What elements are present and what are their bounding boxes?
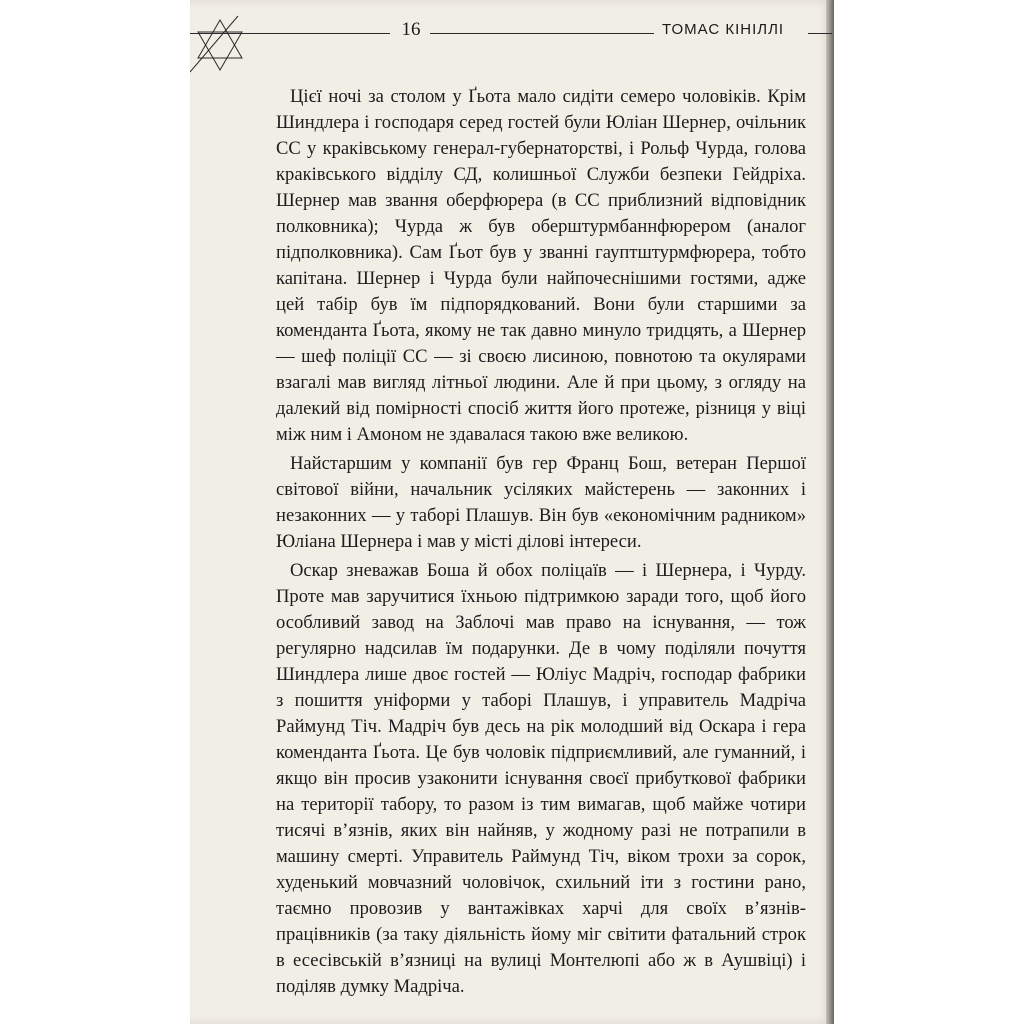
header-rule-left bbox=[190, 33, 390, 34]
page-number: 16 bbox=[401, 19, 421, 40]
body-text bbox=[276, 84, 806, 1003]
header-rule-right bbox=[808, 33, 832, 34]
header-rule-middle bbox=[430, 33, 654, 34]
running-head: ТОМАС КІНІЛЛІ bbox=[662, 21, 785, 38]
paragraph: Найстаршим у компанії був гер Франц Бош, ветеран Першої світової війни, начальник усіляких майстерень — законних і незаконних — у таборі Плашув. Він був «економічним радником» Юліана Шернера і мав у місті ділові інтереси. bbox=[276, 453, 806, 552]
star-ornament-icon bbox=[190, 14, 250, 74]
page-edge-shadow bbox=[826, 0, 834, 1024]
paragraph: Оскар зневажав Боша й обох поліцаїв — і Шернера, і Чурду. Проте мав заручитися їхньою підтримкою заради того, щоб його особливий завод на Заблочі мав право на існування, — тож регулярно надсилав їм подарунки. Де в чому поділяли почуття Шиндлера лише двоє гостей — Юліус Мадріч, господар фабрики з пошиття уніформи у таборі Плашув, і управитель Мадріча Раймунд Тіч. Мадріч був десь на рік молодший від Оскара і гера коменданта Ґьота. Це був чоловік підприємливий, але гуманний, і якщо він просив узаконити існування своєї прибуткової фабрики на території табору, то разом із тим вимагав, щоб майже чотири тисячі в’язнів, яких він найняв, у жодному разі не потрапили в машину смерті. Управитель Раймунд Тіч, віком трохи за сорок, худенький мовчазний чоловічок, схильний іти з гостини рано, таємно провозив у вантажівках харчі для своїх в’язнів-працівників (за таку діяльність йому міг світити фатальний строк в есесівській в’язниці на вулиці Монтелюпі або ж в Аушвіці) і поділяв думку Мадріча. bbox=[276, 560, 806, 997]
paragraph: Цієї ночі за столом у Ґьота мало сидіти семеро чоловіків. Крім Шиндлера і господаря серед гостей були Юліан Шернер, очільник СС у краківському генерал-губернаторстві, і Рольф Чурда, голова краківського відділу СД, колишньої Служби безпеки Гейдріха. Шернер мав звання оберфюрера (в СС приблизний відповідник полковника); Чурда ж був оберштурмбаннфюрером (аналог підполковника). Сам Ґьот був у званні гауптштурмфюрера, тобто капітана. Шернер і Чурда були найпочеснішими гостями, адже цей табір був їм підпорядкований. Вони були старшими за коменданта Ґьота, якому не так давно минуло тридцять, а Шернер — шеф поліції СС — зі своєю лисиною, повнотою та окулярами взагалі мав вигляд літньої людини. Але й при цьому, з огляду на далекий від помірності спосіб життя його протеже, різниця у віці між ним і Амоном не здавалася такою вже великою. bbox=[276, 86, 806, 445]
